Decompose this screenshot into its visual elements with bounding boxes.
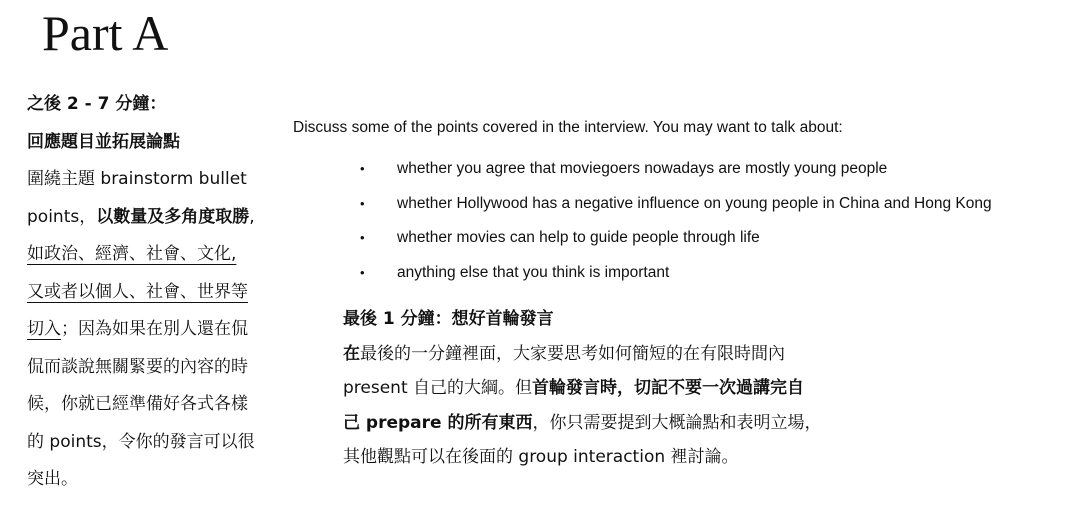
left-line-3 — [27, 240, 319, 270]
final-line-2-start: present 自己的大綱。但 — [343, 378, 533, 398]
left-line-2-end: , — [249, 206, 255, 227]
bullet-icon: • — [360, 195, 365, 211]
discussion-prompt: Discuss some of the points covered in the interview. You may want to talk about: — [293, 119, 843, 136]
bullet-icon: • — [360, 161, 365, 176]
left-line-2 — [27, 203, 319, 233]
final-line-1-emphasis: 在 — [343, 343, 360, 364]
section-topic-heading: 回應題目並拓展論點 — [27, 131, 180, 152]
section-time-heading: 之後 2 - 7 分鐘： — [27, 94, 167, 114]
left-line-7: 候，你就已經準備好各式各樣 — [27, 394, 248, 414]
left-line-2-emphasis: 以數量及多角度取勝 — [96, 206, 250, 227]
list-item-text: whether movies can help to guide people through life — [397, 229, 760, 247]
final-minute-heading: 最後 1 分鐘：想好首輪發言 — [343, 309, 554, 329]
final-line-2-emphasis: 首輪發言時，切記不要一次過講完自 — [532, 378, 805, 398]
left-line-9: 突出。 — [27, 469, 78, 489]
final-line-1-rest: 最後的一分鐘裡面，大家要思考如何簡短的在有限時間內 — [360, 343, 785, 364]
final-line-3-emphasis: 己 prepare 的所有東西 — [343, 412, 533, 433]
final-line-3-rest: ，你只需要提到大概論點和表明立場， — [532, 412, 822, 433]
left-line-1: 圍繞主題 brainstorm bullet — [27, 169, 247, 189]
bullet-icon: • — [360, 230, 365, 246]
final-line-3 — [343, 408, 943, 438]
final-line-2 — [343, 373, 943, 403]
final-minute-section — [343, 304, 943, 477]
final-line-1 — [343, 339, 943, 369]
final-line-4: 其他觀點可以在後面的 group interaction 裡討論。 — [343, 447, 739, 467]
left-line-5-rest: ；因為如果在別人還在侃 — [61, 319, 248, 339]
left-column — [27, 90, 319, 503]
list-item-text: anything else that you think is important — [397, 264, 670, 282]
left-line-3-text: 如政治、經濟、社會、文化, — [27, 244, 237, 264]
bullet-icon: • — [360, 265, 365, 281]
list-item-text: whether Hollywood has a negative influence on young people in China and Hong Kong — [397, 194, 992, 212]
left-line-5 — [27, 315, 319, 345]
left-line-6: 侃而談說無關緊要的內容的時 — [27, 356, 248, 377]
left-line-8: 的 points，令你的發言可以很 — [27, 431, 255, 452]
left-line-4-text: 又或者以個人、社會、世界等 — [27, 281, 248, 302]
left-line-5-underlined: 切入 — [27, 319, 61, 339]
page-title: Part A — [42, 5, 169, 61]
list-item-text: whether you agree that moviegoers nowadays are mostly young people — [397, 160, 888, 177]
left-line-4 — [27, 278, 319, 308]
left-line-2-start: points， — [27, 206, 97, 227]
